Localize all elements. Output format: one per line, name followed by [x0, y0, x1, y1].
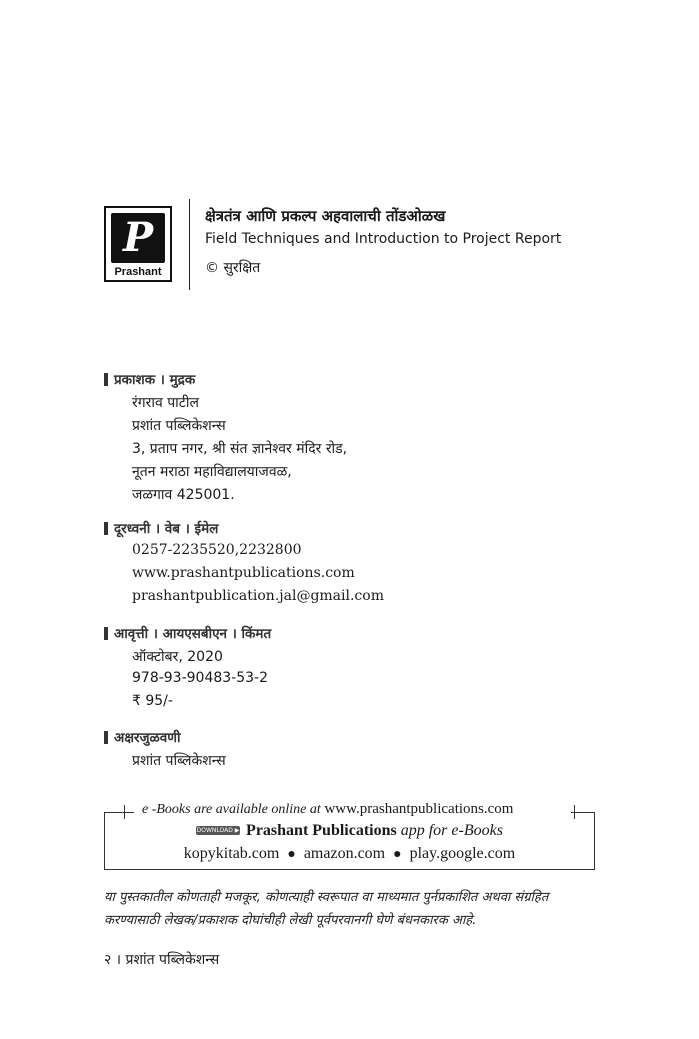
store-link[interactable]: play.google.com	[409, 845, 516, 862]
app-suffix: app for e-Books	[400, 822, 503, 839]
bullet-icon: ●	[287, 847, 296, 862]
section-marker	[104, 627, 108, 640]
stores-line	[0, 845, 699, 863]
price: ₹ 95/-	[132, 693, 173, 709]
publisher-logo	[104, 206, 172, 282]
isbn: 978-93-90483-53-2	[132, 670, 269, 686]
edition-date: ऑक्टोबर, 2020	[132, 649, 223, 665]
copyright-notice: © सुरक्षित	[205, 260, 261, 276]
publisher-line: प्रशांत पब्लिकेशन्स	[132, 418, 226, 434]
typesetting-heading-text: अक्षरजुळवणी	[114, 730, 181, 746]
ebook-url[interactable]: www.prashantpublications.com	[324, 801, 514, 817]
app-line	[0, 822, 699, 840]
publisher-heading	[104, 370, 195, 388]
publisher-line: नूतन मराठा महाविद्यालयाजवळ,	[132, 464, 292, 480]
reproduction-notice: या पुस्तकातील कोणताही मजकूर, कोणत्याही स्वरूपात वा माध्यमात पुर्नप्रकाशित अथवा संग्रहित करण्यासाठी लेखक/प्रकाशक दोघांचीही लेखी पूर्वपरवानगी घेणे बंधनकारक आहे.	[104, 890, 549, 928]
logo-mark: P	[111, 213, 165, 263]
logo-wordmark: Prashant	[114, 266, 162, 278]
contact-heading-text: दूरध्वनी । वेब । ईमेल	[114, 521, 219, 537]
section-marker	[104, 373, 108, 386]
website-url: www.prashantpublications.com	[132, 565, 355, 581]
section-marker	[104, 522, 108, 535]
publisher-line: जळगाव 425001.	[132, 487, 235, 503]
book-title-english: Field Techniques and Introduction to Project Report	[205, 231, 562, 247]
edition-heading-text: आवृत्ती । आयएसबीएन । किंमत	[114, 626, 272, 642]
section-marker	[104, 731, 108, 744]
typesetting-heading	[104, 728, 181, 746]
phone-numbers: 0257-2235520,2232800	[132, 542, 302, 558]
bullet-icon: ●	[393, 847, 402, 862]
contact-heading	[104, 519, 218, 537]
email-address: prashantpublication.jal@gmail.com	[132, 588, 384, 604]
page-footer: २ । प्रशांत पब्लिकेशन्स	[104, 952, 220, 968]
store-link[interactable]: amazon.com	[303, 845, 386, 862]
book-title-marathi: क्षेत्रतंत्र आणि प्रकल्प अहवालाची तोंडओळख	[205, 207, 446, 225]
store-link[interactable]: kopykitab.com	[183, 845, 280, 862]
box-left-tick	[124, 805, 125, 819]
download-badge[interactable]: DOWNLOAD ▶	[196, 826, 240, 834]
typesetting-line: प्रशांत पब्लिकेशन्स	[132, 753, 226, 769]
ebook-prefix: e -Books are available online at	[142, 802, 321, 817]
edition-heading	[104, 624, 271, 642]
box-top-left-rule	[104, 812, 134, 813]
publisher-line: रंगराव पाटील	[132, 395, 199, 411]
box-right-tick	[574, 805, 575, 819]
header-divider	[189, 199, 190, 290]
publisher-heading-text: प्रकाशक । मुद्रक	[114, 372, 196, 388]
ebook-availability	[138, 801, 517, 818]
app-name: Prashant Publications	[246, 822, 397, 839]
publisher-line: 3, प्रताप नगर, श्री संत ज्ञानेश्वर मंदिर रोड,	[132, 441, 348, 457]
